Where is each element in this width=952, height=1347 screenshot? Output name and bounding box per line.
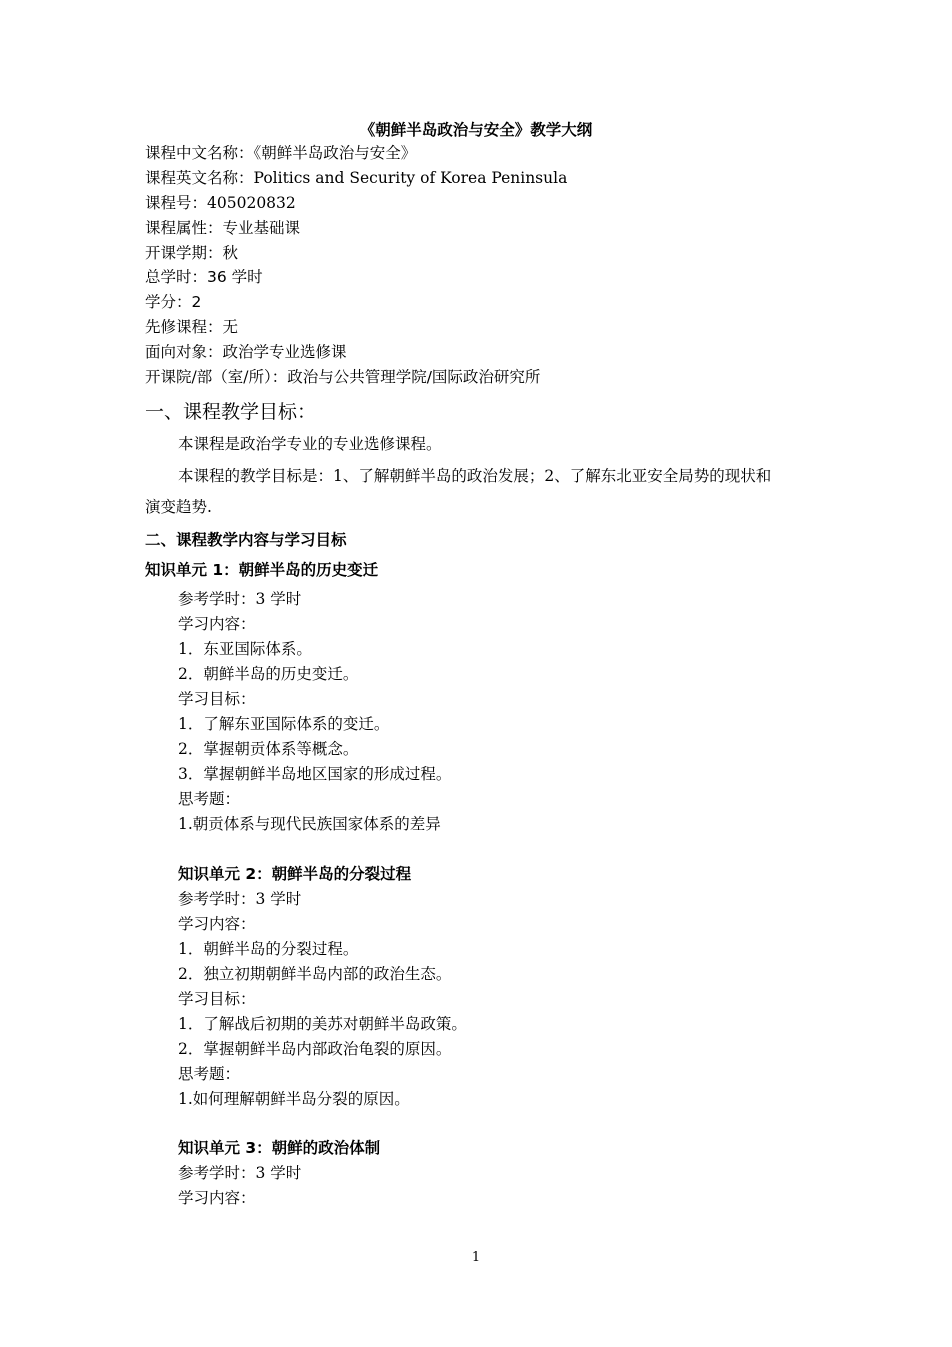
unit2-heading: 知识单元 2：朝鲜半岛的分裂过程 — [178, 865, 412, 883]
unit3-hours: 参考学时：3 学时 — [178, 1164, 302, 1182]
info-value: 36 学时 — [207, 268, 263, 286]
unit2-content-item: 2．独立初期朝鲜半岛内部的政治生态。 — [178, 965, 452, 983]
info-label: 课程号： — [145, 194, 208, 212]
section1-paragraph1: 本课程是政治学专业的专业选修课程。 — [178, 435, 442, 453]
unit1-goal-item: 2．掌握朝贡体系等概念。 — [178, 740, 359, 758]
info-value: 专业基础课 — [222, 219, 301, 237]
info-english-name — [145, 168, 567, 188]
info-label: 面向对象： — [145, 343, 223, 361]
unit1-content-item: 2．朝鲜半岛的历史变迁。 — [178, 665, 359, 683]
info-value: 政治学专业选修课 — [222, 343, 347, 361]
section2-heading: 二、课程教学内容与学习目标 — [145, 531, 347, 549]
unit2-hours: 参考学时：3 学时 — [178, 890, 302, 908]
info-label: 学分： — [145, 293, 192, 311]
info-department — [145, 367, 540, 387]
info-course-number — [145, 193, 296, 213]
unit2-goals-label: 学习目标： — [178, 990, 256, 1008]
unit1-goal-item: 3．掌握朝鲜半岛地区国家的形成过程。 — [178, 765, 452, 783]
info-value: 无 — [222, 318, 239, 336]
info-label: 开课学期： — [145, 244, 223, 262]
unit1-heading: 知识单元 1：朝鲜半岛的历史变迁 — [145, 561, 379, 579]
info-value: Politics and Security of Korea Peninsula — [253, 169, 568, 187]
unit2-content-label: 学习内容： — [178, 915, 256, 933]
unit1-content-item: 1．东亚国际体系。 — [178, 640, 312, 658]
info-value: 405020832 — [207, 194, 296, 212]
unit1-content-label: 学习内容： — [178, 615, 256, 633]
unit2-question-item: 1.如何理解朝鲜半岛分裂的原因。 — [178, 1090, 410, 1108]
info-semester — [145, 243, 238, 263]
section1-heading: 一、课程教学目标： — [145, 401, 317, 423]
info-value: 2 — [191, 293, 202, 311]
unit1-goal-item: 1．了解东亚国际体系的变迁。 — [178, 715, 390, 733]
document-title: 《朝鲜半岛政治与安全》教学大纲 — [359, 121, 593, 139]
info-label: 总学时： — [145, 268, 208, 286]
unit3-heading: 知识单元 3：朝鲜的政治体制 — [178, 1139, 381, 1157]
info-label: 课程英文名称： — [145, 169, 254, 187]
page-number: 1 — [471, 1250, 481, 1265]
info-chinese-name — [145, 143, 416, 163]
section1-paragraph2-line1: 本课程的教学目标是：1、了解朝鲜半岛的政治发展；2、了解东北亚安全局势的现状和 — [178, 467, 772, 485]
unit2-content-item: 1．朝鲜半岛的分裂过程。 — [178, 940, 359, 958]
info-course-type — [145, 218, 300, 238]
unit2-questions-label: 思考题： — [178, 1065, 241, 1083]
info-label: 课程中文名称： — [145, 144, 254, 162]
info-audience — [145, 342, 347, 362]
info-prerequisites — [145, 317, 238, 337]
unit1-goals-label: 学习目标： — [178, 690, 256, 708]
info-credits — [145, 292, 201, 312]
info-label: 课程属性： — [145, 219, 223, 237]
info-label: 开课院/部（室/所）： — [145, 368, 288, 386]
info-label: 先修课程： — [145, 318, 223, 336]
unit1-hours: 参考学时：3 学时 — [178, 590, 302, 608]
unit3-content-label: 学习内容： — [178, 1189, 256, 1207]
unit1-questions-label: 思考题： — [178, 790, 241, 808]
section1-paragraph2-line2: 演变趋势. — [145, 498, 212, 516]
unit2-goal-item: 2．掌握朝鲜半岛内部政治龟裂的原因。 — [178, 1040, 452, 1058]
info-value: 秋 — [222, 244, 239, 262]
info-value: 政治与公共管理学院/国际政治研究所 — [287, 368, 541, 386]
unit1-question-item: 1.朝贡体系与现代民族国家体系的差异 — [178, 815, 441, 833]
info-value: 《朝鲜半岛政治与安全》 — [253, 144, 417, 162]
info-total-hours — [145, 267, 263, 287]
unit2-goal-item: 1．了解战后初期的美苏对朝鲜半岛政策。 — [178, 1015, 467, 1033]
